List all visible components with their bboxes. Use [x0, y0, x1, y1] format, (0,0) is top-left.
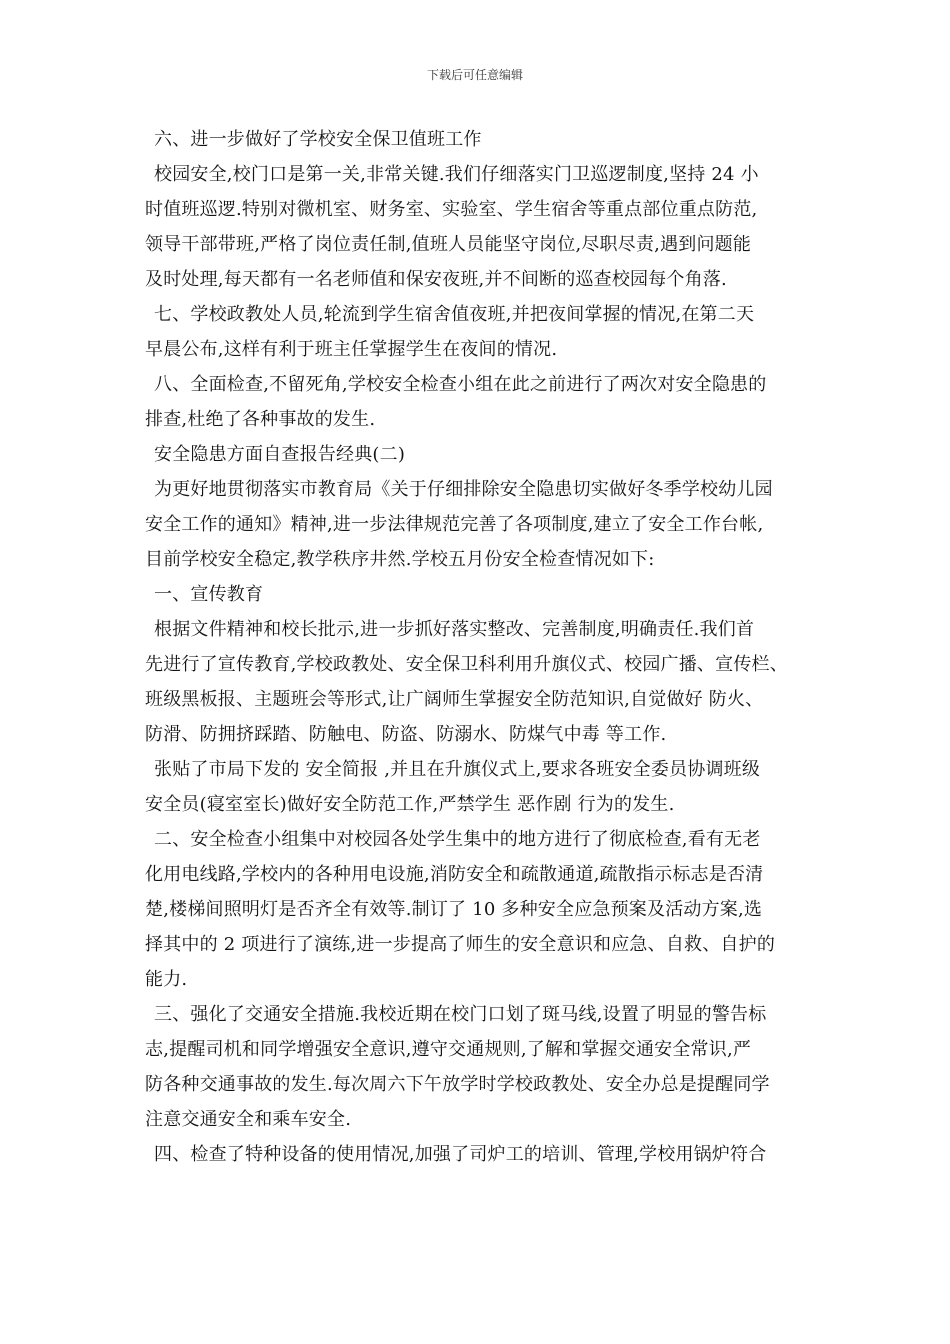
- text-line: 领导干部带班,严格了岗位责任制,值班人员能坚守岗位,尽职尽责,遇到问题能: [145, 234, 752, 255]
- text-line: 六、进一步做好了学校安全保卫值班工作: [154, 129, 482, 150]
- text-line: 四、检查了特种设备的使用情况,加强了司炉工的培训、管理,学校用锅炉符合: [154, 1144, 767, 1165]
- page-header-note: 下载后可任意编辑: [426, 68, 523, 82]
- text-line: 安全员(寝室室长)做好安全防范工作,严禁学生 恶作剧 行为的发生.: [145, 794, 675, 815]
- text-line: 楚,楼梯间照明灯是否齐全有效等.制订了 10 多种安全应急预案及活动方案,选: [145, 899, 763, 920]
- text-line: 排查,杜绝了各种事故的发生.: [145, 409, 376, 430]
- text-line: 为更好地贯彻落实市教育局《关于仔细排除安全隐患切实做好冬季学校幼儿园: [154, 479, 773, 500]
- text-line: 择其中的 2 项进行了演练,进一步提高了师生的安全意识和应急、自救、自护的: [145, 934, 776, 955]
- text-line: 先进行了宣传教育,学校政教处、安全保卫科利用升旗仪式、校园广播、宣传栏、: [145, 654, 788, 675]
- text-line: 化用电线路,学校内的各种用电设施,消防安全和疏散通道,疏散指示标志是否清: [145, 864, 764, 885]
- text-line: 注意交通安全和乘车安全.: [145, 1109, 352, 1130]
- text-line: 张贴了市局下发的 安全简报 ,并且在升旗仪式上,要求各班安全委员协调班级: [154, 759, 761, 780]
- text-line: 目前学校安全稳定,教学秩序井然.学校五月份安全检查情况如下:: [145, 549, 655, 570]
- text-line: 班级黑板报、主题班会等形式,让广阔师生掌握安全防范知识,自觉做好 防火、: [145, 689, 764, 710]
- text-line: 三、强化了交通安全措施.我校近期在校门口划了斑马线,设置了明显的警告标: [154, 1004, 767, 1025]
- text-line: 时值班巡逻.特别对微机室、财务室、实验室、学生宿舍等重点部位重点防范,: [145, 199, 758, 220]
- text-line: 防各种交通事故的发生.每次周六下午放学时学校政教处、安全办总是提醒同学: [145, 1074, 770, 1095]
- text-line: 二、安全检查小组集中对校园各处学生集中的地方进行了彻底检查,看有无老: [154, 829, 761, 850]
- text-line: 志,提醒司机和同学增强安全意识,遵守交通规则,了解和掌握交通安全常识,严: [145, 1039, 752, 1060]
- text-line: 根据文件精神和校长批示,进一步抓好落实整改、完善制度,明确责任.我们首: [154, 619, 755, 640]
- text-line: 能力.: [145, 969, 188, 990]
- text-line: 七、学校政教处人员,轮流到学生宿舍值夜班,并把夜间掌握的情况,在第二天: [154, 304, 755, 325]
- text-line: 一、宣传教育: [154, 584, 264, 605]
- text-line: 安全工作的通知》精神,进一步法律规范完善了各项制度,建立了安全工作台帐,: [145, 514, 764, 535]
- text-line: 防滑、防拥挤踩踏、防触电、防盗、防溺水、防煤气中毒 等工作.: [145, 724, 667, 745]
- text-line: 八、全面检查,不留死角,学校安全检查小组在此之前进行了两次对安全隐患的: [154, 374, 767, 395]
- text-line: 及时处理,每天都有一名老师值和保安夜班,并不间断的巡查校园每个角落.: [145, 269, 727, 290]
- document-body: [145, 122, 825, 1172]
- text-line: 安全隐患方面自查报告经典(二): [154, 444, 406, 465]
- text-line: 校园安全,校门口是第一关,非常关键.我们仔细落实门卫巡逻制度,坚持 24 小: [154, 164, 759, 185]
- text-line: 早晨公布,这样有利于班主任掌握学生在夜间的情况.: [145, 339, 558, 360]
